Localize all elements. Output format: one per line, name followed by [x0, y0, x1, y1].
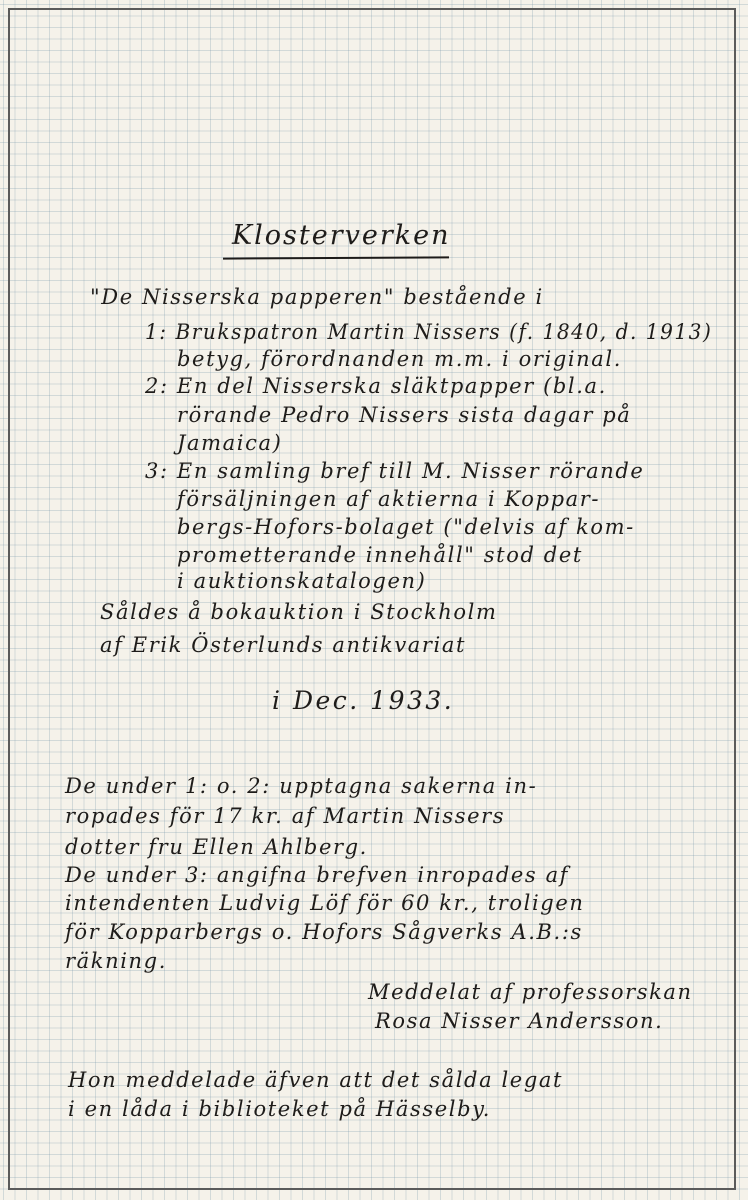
- text-line: "De Nisserska papperen" bestående i: [90, 285, 544, 309]
- text-line: för Kopparbergs o. Hofors Sågverks A.B.:s: [65, 920, 583, 944]
- text-line: i auktionskatalogen): [177, 569, 427, 593]
- document-title: Klosterverken: [232, 220, 451, 251]
- text-line: bergs-Hofors-bolaget ("delvis af kom-: [177, 515, 635, 539]
- text-line: De under 1: o. 2: upptagna sakerna in-: [65, 774, 538, 798]
- text-line: De under 3: angifna brefven inropades af: [65, 863, 570, 887]
- text-line: af Erik Österlunds antikvariat: [100, 633, 467, 657]
- attribution-line: Rosa Nisser Andersson.: [375, 1009, 664, 1033]
- text-line: 2: En del Nisserska släktpapper (bl.a.: [145, 374, 607, 398]
- text-line: försäljningen af aktierna i Koppar-: [177, 487, 601, 511]
- text-line: 3: En samling bref till M. Nisser rörande: [145, 459, 645, 483]
- text-line: rörande Pedro Nissers sista dagar på: [177, 403, 632, 427]
- attribution-line: Meddelat af professorskan: [368, 980, 693, 1004]
- text-line: i en låda i biblioteket på Hässelby.: [68, 1097, 492, 1121]
- date-line: i Dec. 1933.: [272, 686, 455, 715]
- text-line: Såldes å bokauktion i Stockholm: [100, 600, 498, 624]
- text-line: intendenten Ludvig Löf för 60 kr., troligen: [65, 891, 585, 915]
- text-line: Hon meddelade äfven att det sålda legat: [68, 1068, 564, 1092]
- text-line: 1: Brukspatron Martin Nissers (f. 1840, d. 1913): [145, 320, 713, 344]
- text-line: Jamaica): [177, 431, 283, 455]
- text-line: prometterande innehåll" stod det: [177, 543, 583, 567]
- text-line: ropades för 17 kr. af Martin Nissers: [65, 804, 506, 828]
- text-line: räkning.: [65, 949, 167, 973]
- text-line: betyg, förordnanden m.m. i original.: [177, 347, 623, 371]
- text-line: dotter fru Ellen Ahlberg.: [65, 835, 368, 859]
